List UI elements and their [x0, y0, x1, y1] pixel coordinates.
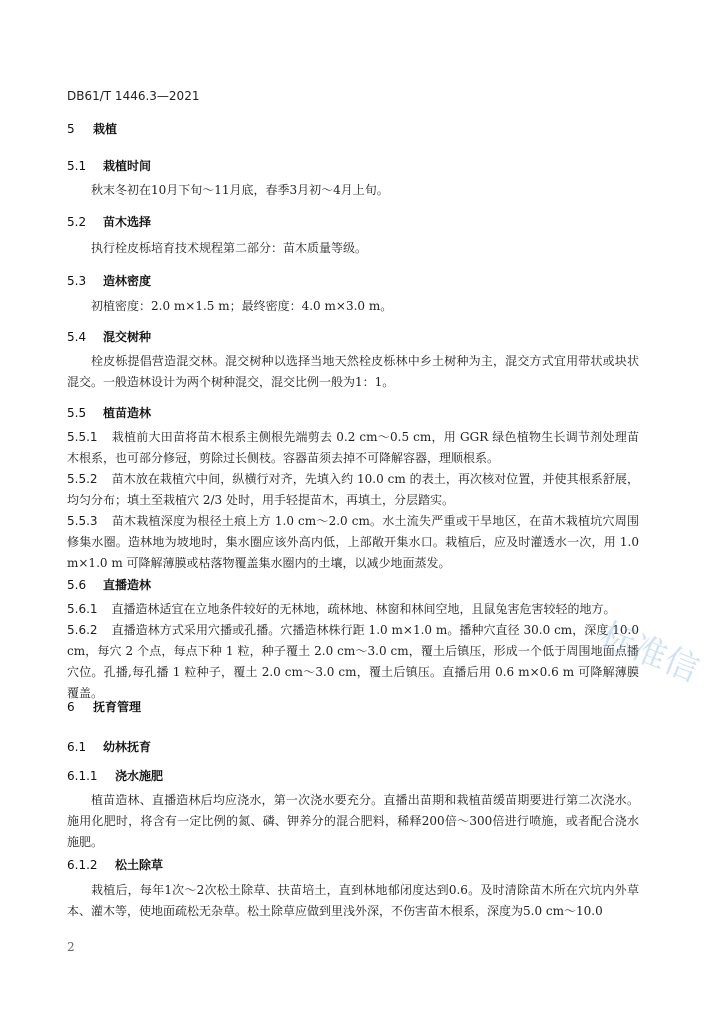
section-number: 5.2: [67, 215, 87, 229]
clause-5-6-1: [67, 599, 639, 620]
section-title: 直播造林: [103, 578, 152, 592]
section-5-6-heading: [67, 576, 151, 593]
section-number: 6.1.1: [67, 769, 98, 783]
clause-text: 栽植前大田苗将苗木根系主侧根先端剪去 0.2 cm～0.5 cm，用 GGR 绿色植物生长调节剂处理苗木根系，也可部分修冠，剪除过长侧枝。容器苗须去掉不可降解容器，理顺根系。: [67, 430, 639, 465]
section-number: 5.1: [67, 159, 87, 173]
clause-number: 5.5.3: [67, 514, 98, 528]
section-5-5-heading: [67, 404, 151, 421]
section-number: 5.3: [67, 274, 87, 288]
section-title: 混交树种: [103, 330, 152, 344]
section-title: 苗木选择: [103, 215, 152, 229]
clause-number: 5.6.2: [67, 623, 98, 637]
section-6-heading: [67, 698, 141, 715]
section-5-1-heading: [67, 157, 151, 174]
section-6-1-heading: [67, 738, 151, 755]
section-5-1-text: 秋末冬初在10月下旬～11月底，春季3月初～4月上旬。: [91, 183, 389, 197]
clause-number: 5.5.2: [67, 472, 98, 486]
section-6-1-2-heading: [67, 856, 163, 873]
section-5-3-text: 初植密度：2.0 m×1.5 m；最终密度：4.0 m×3.0 m。: [91, 299, 393, 313]
section-6-1-1-text: 植苗造林、直播造林后均应浇水，第一次浇水要充分。直播出苗期和栽植苗缓苗期要进行第二次浇水。施用化肥时，将含有一定比例的氮、磷、钾养分的混合肥料，稀释200倍～300倍进行喷施，或者配合浇水施肥。: [67, 793, 640, 849]
document-code: DB61/T 1446.3—2021: [67, 89, 200, 103]
section-title: 植苗造林: [103, 406, 152, 420]
clause-5-6-2: [67, 620, 639, 704]
section-5-3-heading: [67, 272, 151, 289]
section-5-4-text: 栓皮栎提倡营造混交林。混交树种以选择当地天然栓皮栎林中乡土树种为主，混交方式宜用带状或块状混交。一般造林设计为两个树种混交，混交比例一般为1：1。: [67, 354, 639, 389]
section-number: 6.1: [67, 740, 87, 754]
clause-number: 5.5.1: [67, 430, 98, 444]
clause-text: 直播造林适宜在立地条件较好的无林地，疏林地、林窗和林间空地，且鼠兔害危害较轻的地方。: [111, 602, 616, 616]
section-number: 6: [67, 700, 75, 714]
section-number: 5.6: [67, 578, 87, 592]
clause-5-5-1: [67, 427, 639, 469]
section-6-1-1-heading: [67, 767, 163, 784]
section-number: 5.4: [67, 330, 87, 344]
section-6-1-2-text: 栽植后，每年1次～2次松土除草、扶苗培土，直到林地郁闭度达到0.6。及时清除苗木所在穴坑内外草本、灌木等，使地面疏松无杂草。松土除草应做到里浅外深，不伤害苗木根系，深度为5.0 cm～10.0: [67, 883, 639, 918]
section-number: 5: [67, 122, 75, 136]
section-title: 栽植时间: [103, 159, 152, 173]
section-title: 抚育管理: [93, 700, 142, 714]
page-number: 2: [67, 940, 75, 954]
section-title: 浇水施肥: [115, 769, 164, 783]
watermark: 标准信: [594, 615, 705, 691]
section-5-4-heading: [67, 328, 151, 345]
section-5-heading: [67, 120, 117, 137]
clause-text: 苗木栽植深度为根径土痕上方 1.0 cm～2.0 cm。水土流失严重或干旱地区，在苗木栽植坑穴周围修集水圈。造林地为坡地时，集水圈应该外高内低，上部敞开集水口。栽植后，应及时灌透水一次，用 1.0 m×1.0 m 可降解薄膜或枯落物覆盖集水圈内的土壤，以减少地面蒸发。: [67, 514, 639, 570]
clause-5-5-2: [67, 469, 639, 511]
section-5-2-heading: [67, 213, 151, 230]
section-number: 6.1.2: [67, 858, 98, 872]
clause-number: 5.6.1: [67, 602, 98, 616]
section-title: 松土除草: [115, 858, 164, 872]
section-5-2-text: 执行栓皮栎培育技术规程第二部分：苗木质量等级。: [91, 241, 368, 255]
clause-text: 直播造林方式采用穴播或孔播。穴播造林株行距 1.0 m×1.0 m。播种穴直径 30.0 cm，深度 10.0 cm，每穴 2 个点，每点下种 1 粒，种子覆土 2.0 cm～3.0 cm，覆土后镇压，形成一个低于周围地面点播穴位。孔播,每孔播 1 粒种子，覆土 2.0 cm～3.0 cm，覆土后镇压。直播后用 0.6 m×0.6 m 可降解薄膜覆盖。: [67, 623, 639, 700]
clause-5-5-3: [67, 511, 639, 574]
section-number: 5.5: [67, 406, 87, 420]
clause-text: 苗木放在栽植穴中间，纵横行对齐，先填入约 10.0 cm 的表土，再次核对位置，并使其根系舒展，均匀分布；填土至栽植穴 2/3 处时，用手轻提苗木，再填土，分层踏实。: [67, 472, 639, 507]
section-title: 栽植: [93, 122, 118, 136]
section-title: 造林密度: [103, 274, 152, 288]
section-title: 幼林抚育: [103, 740, 152, 754]
